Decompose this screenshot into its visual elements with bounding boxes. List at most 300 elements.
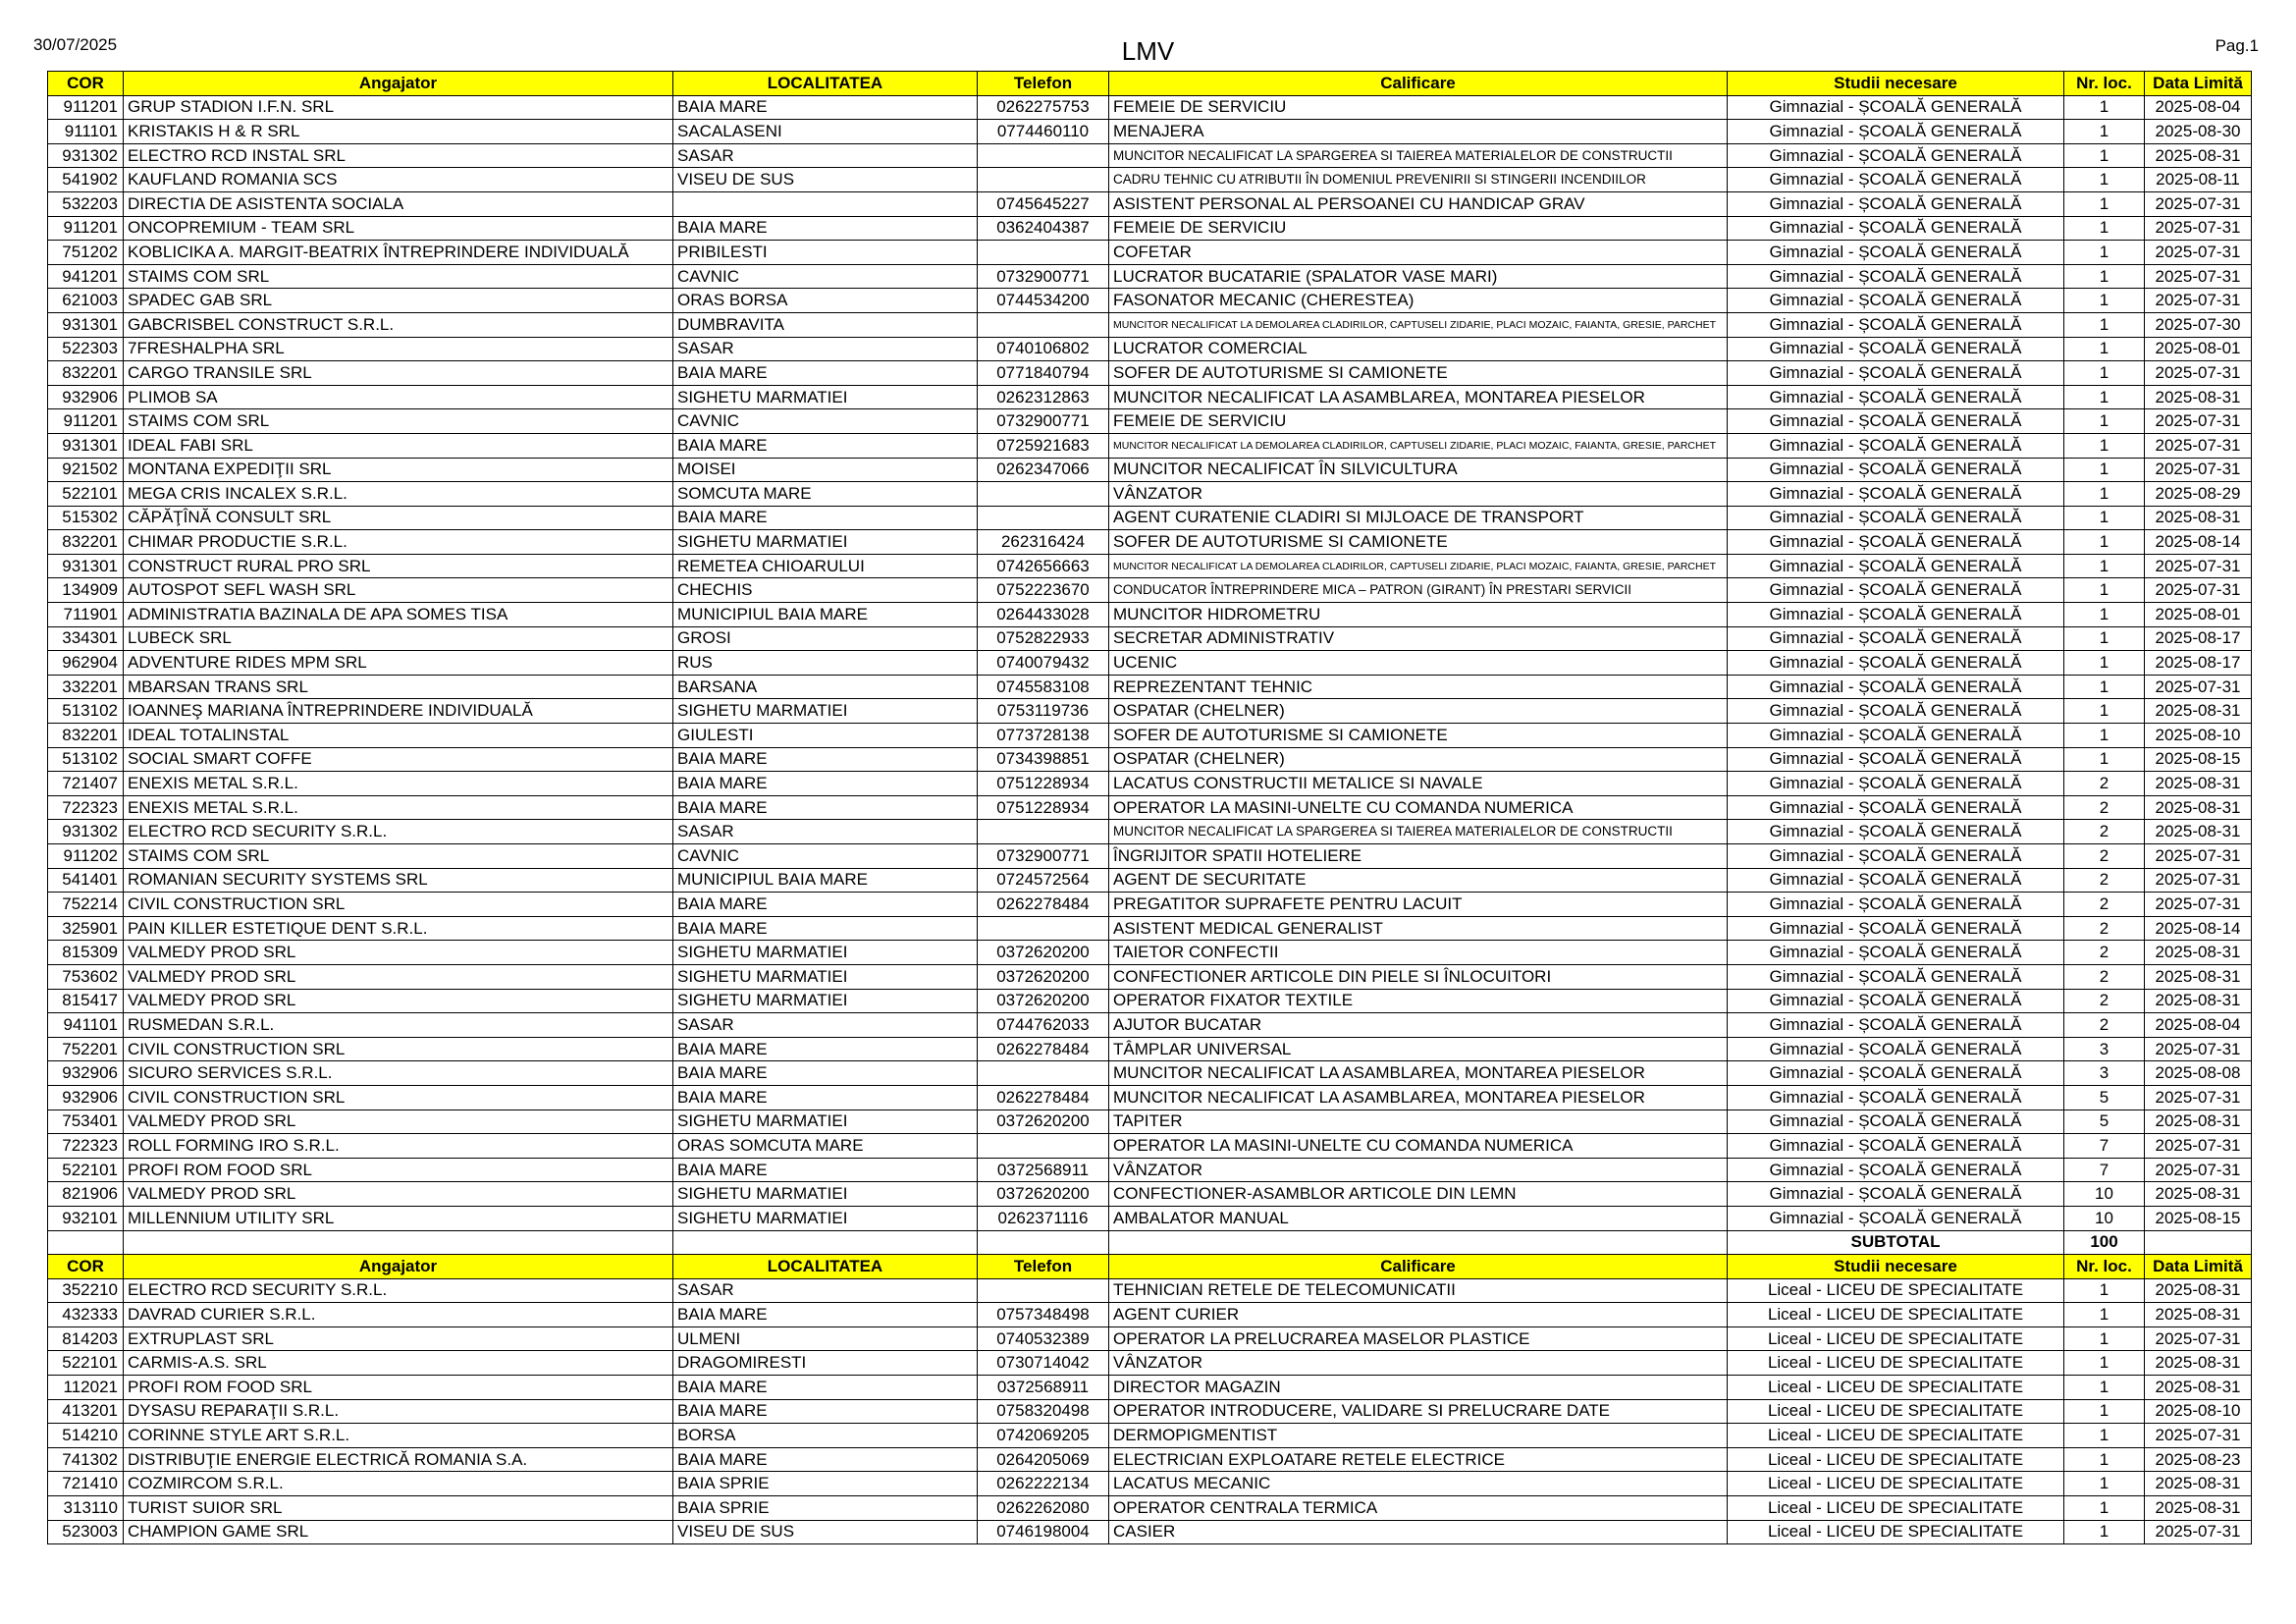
cell-qualification: MUNCITOR NECALIFICAT LA ASAMBLAREA, MONTAREA PIESELOR	[1109, 385, 1728, 409]
cell-deadline: 2025-08-31	[2145, 820, 2252, 844]
cell-locality: BAIA MARE	[673, 916, 978, 941]
cell-phone: 0758320498	[978, 1399, 1109, 1424]
cell-positions: 1	[2064, 506, 2145, 530]
cell-deadline: 2025-08-31	[2145, 772, 2252, 796]
cell-deadline: 2025-08-31	[2145, 506, 2252, 530]
cell-cor: 721410	[48, 1472, 124, 1496]
cell-studies: Liceal - LICEU DE SPECIALITATE	[1728, 1399, 2064, 1424]
table-header-row	[48, 72, 2252, 96]
cell-phone: 0742069205	[978, 1424, 1109, 1448]
cell-deadline: 2025-08-14	[2145, 916, 2252, 941]
cell-employer: CORINNE STYLE ART S.R.L.	[124, 1424, 673, 1448]
table-row	[48, 1496, 2252, 1521]
table-row	[48, 916, 2252, 941]
cell-locality: REMETEA CHIOARULUI	[673, 554, 978, 578]
report-title: LMV	[1121, 36, 1175, 66]
cell-positions: 1	[2064, 1472, 2145, 1496]
cell-deadline: 2025-08-29	[2145, 482, 2252, 507]
cell-positions: 1	[2064, 120, 2145, 144]
cell-studies: Gimnazial - ȘCOALĂ GENERALĂ	[1728, 795, 2064, 820]
table-row	[48, 893, 2252, 917]
cell-employer: SOCIAL SMART COFFE	[124, 747, 673, 772]
cell-phone: 0740532389	[978, 1326, 1109, 1351]
table-row	[48, 143, 2252, 168]
cell-cor: 515302	[48, 506, 124, 530]
cell-positions: 2	[2064, 868, 2145, 893]
cell-qualification: LUCRATOR BUCATARIE (SPALATOR VASE MARI)	[1109, 264, 1728, 289]
cell-positions: 1	[2064, 241, 2145, 265]
cell-deadline: 2025-08-31	[2145, 699, 2252, 724]
cell-positions: 1	[2064, 337, 2145, 361]
cell-positions: 1	[2064, 699, 2145, 724]
cell-studies: Gimnazial - ȘCOALĂ GENERALĂ	[1728, 1037, 2064, 1061]
cell-employer: IDEAL FABI SRL	[124, 433, 673, 458]
cell-studies: Liceal - LICEU DE SPECIALITATE	[1728, 1326, 2064, 1351]
subtotal-empty-cell	[1109, 1230, 1728, 1255]
cell-employer: KRISTAKIS H & R SRL	[124, 120, 673, 144]
cell-locality: BAIA MARE	[673, 1303, 978, 1327]
table-row	[48, 989, 2252, 1013]
cell-cor: 911201	[48, 409, 124, 434]
cell-employer: ADMINISTRATIA BAZINALA DE APA SOMES TISA	[124, 603, 673, 627]
cell-studies: Gimnazial - ȘCOALĂ GENERALĂ	[1728, 893, 2064, 917]
cell-deadline: 2025-08-31	[2145, 941, 2252, 965]
table-row	[48, 1520, 2252, 1544]
cell-studies: Gimnazial - ȘCOALĂ GENERALĂ	[1728, 675, 2064, 699]
cell-locality: ORAS BORSA	[673, 289, 978, 313]
cell-deadline: 2025-08-04	[2145, 1013, 2252, 1038]
cell-phone	[978, 241, 1109, 265]
cell-phone: 0372620200	[978, 941, 1109, 965]
column-header-studies: Studii necesare	[1728, 72, 2064, 96]
cell-cor: 621003	[48, 289, 124, 313]
cell-phone: 0774460110	[978, 120, 1109, 144]
cell-locality: ULMENI	[673, 1326, 978, 1351]
cell-locality: BAIA SPRIE	[673, 1496, 978, 1521]
cell-locality: ORAS SOMCUTA MARE	[673, 1134, 978, 1159]
table-row	[48, 1303, 2252, 1327]
table-row	[48, 603, 2252, 627]
cell-phone	[978, 1134, 1109, 1159]
cell-studies: Gimnazial - ȘCOALĂ GENERALĂ	[1728, 1134, 2064, 1159]
cell-employer: GABCRISBEL CONSTRUCT S.R.L.	[124, 312, 673, 337]
cell-locality: BAIA MARE	[673, 433, 978, 458]
cell-deadline: 2025-07-31	[2145, 458, 2252, 482]
cell-studies: Gimnazial - ȘCOALĂ GENERALĂ	[1728, 844, 2064, 869]
cell-studies: Gimnazial - ȘCOALĂ GENERALĂ	[1728, 264, 2064, 289]
column-header-positions: Nr. loc.	[2064, 1255, 2145, 1279]
cell-qualification: ÎNGRIJITOR SPATII HOTELIERE	[1109, 844, 1728, 869]
cell-studies: Gimnazial - ȘCOALĂ GENERALĂ	[1728, 458, 2064, 482]
cell-locality: CAVNIC	[673, 264, 978, 289]
cell-qualification: TAIETOR CONFECTII	[1109, 941, 1728, 965]
cell-locality: SIGHETU MARMATIEI	[673, 989, 978, 1013]
cell-qualification: OSPATAR (CHELNER)	[1109, 747, 1728, 772]
cell-deadline: 2025-07-31	[2145, 578, 2252, 603]
cell-positions: 1	[2064, 168, 2145, 192]
cell-locality: SASAR	[673, 820, 978, 844]
cell-employer: IOANNEŞ MARIANA ÎNTREPRINDERE INDIVIDUALĂ	[124, 699, 673, 724]
cell-cor: 832201	[48, 530, 124, 555]
cell-studies: Gimnazial - ȘCOALĂ GENERALĂ	[1728, 916, 2064, 941]
cell-phone: 0740079432	[978, 651, 1109, 676]
cell-locality: BAIA MARE	[673, 893, 978, 917]
cell-qualification: MUNCITOR NECALIFICAT LA SPARGEREA SI TAIEREA MATERIALELOR DE CONSTRUCTII	[1109, 820, 1728, 844]
cell-cor: 513102	[48, 747, 124, 772]
cell-studies: Gimnazial - ȘCOALĂ GENERALĂ	[1728, 651, 2064, 676]
cell-deadline: 2025-08-23	[2145, 1447, 2252, 1472]
cell-cor: 815417	[48, 989, 124, 1013]
cell-phone: 0732900771	[978, 844, 1109, 869]
cell-locality: SOMCUTA MARE	[673, 482, 978, 507]
cell-cor: 522101	[48, 1158, 124, 1182]
cell-cor: 332201	[48, 675, 124, 699]
cell-employer: TURIST SUIOR SRL	[124, 1496, 673, 1521]
table-row	[48, 1376, 2252, 1400]
cell-cor: 514210	[48, 1424, 124, 1448]
cell-positions: 1	[2064, 385, 2145, 409]
cell-studies: Gimnazial - ȘCOALĂ GENERALĂ	[1728, 820, 2064, 844]
cell-deadline: 2025-07-31	[2145, 1520, 2252, 1544]
cell-studies: Gimnazial - ȘCOALĂ GENERALĂ	[1728, 941, 2064, 965]
cell-qualification: ASISTENT PERSONAL AL PERSOANEI CU HANDICAP GRAV	[1109, 191, 1728, 216]
column-header-deadline: Data Limită	[2145, 1255, 2252, 1279]
cell-positions: 1	[2064, 216, 2145, 241]
cell-phone	[978, 312, 1109, 337]
cell-phone: 0752822933	[978, 626, 1109, 651]
cell-qualification: CASIER	[1109, 1520, 1728, 1544]
cell-positions: 1	[2064, 191, 2145, 216]
table-row	[48, 699, 2252, 724]
cell-positions: 1	[2064, 143, 2145, 168]
cell-locality	[673, 191, 978, 216]
cell-cor: 911101	[48, 120, 124, 144]
cell-locality: SASAR	[673, 143, 978, 168]
cell-employer: ELECTRO RCD SECURITY S.R.L.	[124, 820, 673, 844]
cell-cor: 931301	[48, 554, 124, 578]
cell-employer: ROMANIAN SECURITY SYSTEMS SRL	[124, 868, 673, 893]
cell-positions: 1	[2064, 1496, 2145, 1521]
cell-qualification: TEHNICIAN RETELE DE TELECOMUNICATII	[1109, 1278, 1728, 1303]
cell-positions: 1	[2064, 289, 2145, 313]
cell-positions: 2	[2064, 916, 2145, 941]
cell-phone: 0745645227	[978, 191, 1109, 216]
cell-employer: PROFI ROM FOOD SRL	[124, 1158, 673, 1182]
cell-cor: 932906	[48, 1061, 124, 1086]
cell-studies: Liceal - LICEU DE SPECIALITATE	[1728, 1447, 2064, 1472]
cell-employer: PAIN KILLER ESTETIQUE DENT S.R.L.	[124, 916, 673, 941]
cell-phone: 0372620200	[978, 1182, 1109, 1207]
cell-studies: Gimnazial - ȘCOALĂ GENERALĂ	[1728, 554, 2064, 578]
cell-employer: CIVIL CONSTRUCTION SRL	[124, 1085, 673, 1110]
cell-deadline: 2025-08-30	[2145, 120, 2252, 144]
cell-deadline: 2025-07-31	[2145, 1134, 2252, 1159]
cell-employer: IDEAL TOTALINSTAL	[124, 724, 673, 748]
table-row	[48, 1013, 2252, 1038]
cell-cor: 325901	[48, 916, 124, 941]
cell-locality: SIGHETU MARMATIEI	[673, 941, 978, 965]
cell-cor: 911202	[48, 844, 124, 869]
cell-employer: PLIMOB SA	[124, 385, 673, 409]
cell-qualification: SECRETAR ADMINISTRATIV	[1109, 626, 1728, 651]
cell-cor: 541902	[48, 168, 124, 192]
cell-positions: 1	[2064, 554, 2145, 578]
cell-locality: BAIA MARE	[673, 1399, 978, 1424]
cell-positions: 1	[2064, 1351, 2145, 1376]
cell-employer: MONTANA EXPEDIŢII SRL	[124, 458, 673, 482]
cell-qualification: LUCRATOR COMERCIAL	[1109, 337, 1728, 361]
cell-cor: 932101	[48, 1206, 124, 1230]
column-header-cor: COR	[48, 1255, 124, 1279]
cell-cor: 911201	[48, 216, 124, 241]
cell-qualification: AMBALATOR MANUAL	[1109, 1206, 1728, 1230]
cell-qualification: SOFER DE AUTOTURISME SI CAMIONETE	[1109, 361, 1728, 386]
cell-deadline: 2025-07-31	[2145, 1037, 2252, 1061]
table-row	[48, 264, 2252, 289]
cell-locality: MUNICIPIUL BAIA MARE	[673, 868, 978, 893]
report-date: 30/07/2025	[33, 35, 118, 54]
cell-positions: 1	[2064, 578, 2145, 603]
cell-locality: SIGHETU MARMATIEI	[673, 699, 978, 724]
table-row	[48, 844, 2252, 869]
cell-studies: Gimnazial - ȘCOALĂ GENERALĂ	[1728, 506, 2064, 530]
cell-locality: BAIA MARE	[673, 1376, 978, 1400]
column-header-qualification: Calificare	[1109, 72, 1728, 96]
cell-cor: 814203	[48, 1326, 124, 1351]
cell-positions: 2	[2064, 989, 2145, 1013]
cell-positions: 1	[2064, 95, 2145, 120]
cell-deadline: 2025-07-31	[2145, 675, 2252, 699]
cell-employer: VALMEDY PROD SRL	[124, 941, 673, 965]
page-number: Pag.1	[2215, 36, 2259, 55]
table-row	[48, 675, 2252, 699]
cell-locality: BAIA MARE	[673, 795, 978, 820]
cell-qualification: FEMEIE DE SERVICIU	[1109, 95, 1728, 120]
subtotal-empty-cell	[978, 1230, 1109, 1255]
cell-qualification: FASONATOR MECANIC (CHERESTEA)	[1109, 289, 1728, 313]
cell-studies: Liceal - LICEU DE SPECIALITATE	[1728, 1303, 2064, 1327]
table-row	[48, 772, 2252, 796]
cell-qualification: VÂNZATOR	[1109, 482, 1728, 507]
cell-phone: 0372620200	[978, 989, 1109, 1013]
cell-employer: CIVIL CONSTRUCTION SRL	[124, 893, 673, 917]
cell-studies: Gimnazial - ȘCOALĂ GENERALĂ	[1728, 1110, 2064, 1134]
cell-phone: 0751228934	[978, 772, 1109, 796]
cell-phone	[978, 820, 1109, 844]
cell-studies: Gimnazial - ȘCOALĂ GENERALĂ	[1728, 289, 2064, 313]
cell-phone: 0751228934	[978, 795, 1109, 820]
cell-phone: 0745583108	[978, 675, 1109, 699]
cell-phone: 0372620200	[978, 964, 1109, 989]
cell-studies: Gimnazial - ȘCOALĂ GENERALĂ	[1728, 724, 2064, 748]
cell-cor: 513102	[48, 699, 124, 724]
cell-cor: 931302	[48, 143, 124, 168]
cell-locality: SASAR	[673, 337, 978, 361]
cell-positions: 3	[2064, 1037, 2145, 1061]
cell-studies: Gimnazial - ȘCOALĂ GENERALĂ	[1728, 191, 2064, 216]
cell-deadline: 2025-08-31	[2145, 1110, 2252, 1134]
cell-phone: 0262371116	[978, 1206, 1109, 1230]
cell-qualification: OPERATOR INTRODUCERE, VALIDARE SI PRELUCRARE DATE	[1109, 1399, 1728, 1424]
cell-employer: DIRECTIA DE ASISTENTA SOCIALA	[124, 191, 673, 216]
cell-phone: 0744534200	[978, 289, 1109, 313]
cell-deadline: 2025-08-01	[2145, 603, 2252, 627]
table-row	[48, 964, 2252, 989]
cell-deadline: 2025-08-10	[2145, 724, 2252, 748]
cell-deadline: 2025-08-17	[2145, 626, 2252, 651]
cell-deadline: 2025-08-31	[2145, 795, 2252, 820]
cell-cor: 753602	[48, 964, 124, 989]
cell-studies: Liceal - LICEU DE SPECIALITATE	[1728, 1520, 2064, 1544]
cell-locality: CHECHIS	[673, 578, 978, 603]
cell-employer: VALMEDY PROD SRL	[124, 1110, 673, 1134]
cell-locality: DRAGOMIRESTI	[673, 1351, 978, 1376]
cell-deadline: 2025-07-31	[2145, 1326, 2252, 1351]
table-row	[48, 191, 2252, 216]
cell-positions: 1	[2064, 626, 2145, 651]
table-row	[48, 1110, 2252, 1134]
table-row	[48, 482, 2252, 507]
cell-phone: 0742656663	[978, 554, 1109, 578]
table-row	[48, 289, 2252, 313]
cell-studies: Gimnazial - ȘCOALĂ GENERALĂ	[1728, 964, 2064, 989]
cell-phone: 0724572564	[978, 868, 1109, 893]
cell-positions: 2	[2064, 844, 2145, 869]
cell-phone: 262316424	[978, 530, 1109, 555]
cell-positions: 1	[2064, 1376, 2145, 1400]
cell-deadline: 2025-08-01	[2145, 337, 2252, 361]
cell-deadline: 2025-07-31	[2145, 409, 2252, 434]
table-row	[48, 868, 2252, 893]
cell-studies: Liceal - LICEU DE SPECIALITATE	[1728, 1424, 2064, 1448]
cell-phone: 0725921683	[978, 433, 1109, 458]
cell-deadline: 2025-07-31	[2145, 1085, 2252, 1110]
cell-employer: VALMEDY PROD SRL	[124, 989, 673, 1013]
cell-phone: 0744762033	[978, 1013, 1109, 1038]
cell-qualification: OPERATOR LA PRELUCRAREA MASELOR PLASTICE	[1109, 1326, 1728, 1351]
cell-employer: DAVRAD CURIER S.R.L.	[124, 1303, 673, 1327]
cell-qualification: VÂNZATOR	[1109, 1158, 1728, 1182]
cell-qualification: UCENIC	[1109, 651, 1728, 676]
cell-cor: 541401	[48, 868, 124, 893]
cell-studies: Gimnazial - ȘCOALĂ GENERALĂ	[1728, 216, 2064, 241]
cell-locality: MUNICIPIUL BAIA MARE	[673, 603, 978, 627]
cell-cor: 134909	[48, 578, 124, 603]
cell-locality: SACALASENI	[673, 120, 978, 144]
cell-employer: VALMEDY PROD SRL	[124, 1182, 673, 1207]
cell-locality: BAIA MARE	[673, 772, 978, 796]
subtotal-label: SUBTOTAL	[1728, 1230, 2064, 1255]
cell-cor: 522303	[48, 337, 124, 361]
cell-deadline: 2025-08-31	[2145, 1496, 2252, 1521]
cell-studies: Gimnazial - ȘCOALĂ GENERALĂ	[1728, 989, 2064, 1013]
table-row	[48, 626, 2252, 651]
cell-deadline: 2025-07-31	[2145, 361, 2252, 386]
cell-cor: 962904	[48, 651, 124, 676]
column-header-employer: Angajator	[124, 1255, 673, 1279]
cell-cor: 821906	[48, 1182, 124, 1207]
table-row	[48, 361, 2252, 386]
cell-qualification: MUNCITOR NECALIFICAT ÎN SILVICULTURA	[1109, 458, 1728, 482]
cell-studies: Gimnazial - ȘCOALĂ GENERALĂ	[1728, 361, 2064, 386]
table-row	[48, 1351, 2252, 1376]
table-row	[48, 1182, 2252, 1207]
cell-phone: 0746198004	[978, 1520, 1109, 1544]
cell-studies: Liceal - LICEU DE SPECIALITATE	[1728, 1496, 2064, 1521]
table-row	[48, 651, 2252, 676]
cell-positions: 1	[2064, 1303, 2145, 1327]
cell-qualification: LACATUS MECANIC	[1109, 1472, 1728, 1496]
table-row	[48, 1447, 2252, 1472]
cell-cor: 932906	[48, 1085, 124, 1110]
cell-employer: SPADEC GAB SRL	[124, 289, 673, 313]
cell-deadline: 2025-08-31	[2145, 1351, 2252, 1376]
cell-employer: KAUFLAND ROMANIA SCS	[124, 168, 673, 192]
cell-qualification: OPERATOR FIXATOR TEXTILE	[1109, 989, 1728, 1013]
cell-positions: 5	[2064, 1085, 2145, 1110]
table-row	[48, 506, 2252, 530]
cell-positions: 2	[2064, 795, 2145, 820]
cell-studies: Gimnazial - ȘCOALĂ GENERALĂ	[1728, 1013, 2064, 1038]
cell-qualification: REPREZENTANT TEHNIC	[1109, 675, 1728, 699]
cell-studies: Gimnazial - ȘCOALĂ GENERALĂ	[1728, 337, 2064, 361]
cell-qualification: CONFECTIONER-ASAMBLOR ARTICOLE DIN LEMN	[1109, 1182, 1728, 1207]
cell-studies: Gimnazial - ȘCOALĂ GENERALĂ	[1728, 603, 2064, 627]
table-row	[48, 433, 2252, 458]
cell-locality: SIGHETU MARMATIEI	[673, 1110, 978, 1134]
cell-qualification: MUNCITOR HIDROMETRU	[1109, 603, 1728, 627]
cell-studies: Gimnazial - ȘCOALĂ GENERALĂ	[1728, 868, 2064, 893]
cell-employer: RUSMEDAN S.R.L.	[124, 1013, 673, 1038]
cell-employer: ONCOPREMIUM - TEAM SRL	[124, 216, 673, 241]
cell-employer: ENEXIS METAL S.R.L.	[124, 795, 673, 820]
cell-cor: 721407	[48, 772, 124, 796]
cell-cor: 334301	[48, 626, 124, 651]
cell-cor: 931301	[48, 312, 124, 337]
cell-studies: Gimnazial - ȘCOALĂ GENERALĂ	[1728, 1206, 2064, 1230]
cell-studies: Liceal - LICEU DE SPECIALITATE	[1728, 1278, 2064, 1303]
cell-phone	[978, 1278, 1109, 1303]
cell-deadline: 2025-08-17	[2145, 651, 2252, 676]
cell-positions: 3	[2064, 1061, 2145, 1086]
cell-employer: LUBECK SRL	[124, 626, 673, 651]
cell-employer: SICURO SERVICES S.R.L.	[124, 1061, 673, 1086]
cell-phone	[978, 506, 1109, 530]
table-row	[48, 1037, 2252, 1061]
cell-locality: SIGHETU MARMATIEI	[673, 964, 978, 989]
cell-studies: Gimnazial - ȘCOALĂ GENERALĂ	[1728, 95, 2064, 120]
cell-deadline: 2025-08-31	[2145, 964, 2252, 989]
cell-qualification: CONDUCATOR ÎNTREPRINDERE MICA – PATRON (GIRANT) ÎN PRESTARI SERVICII	[1109, 578, 1728, 603]
cell-cor: 523003	[48, 1520, 124, 1544]
cell-qualification: MUNCITOR NECALIFICAT LA ASAMBLAREA, MONTAREA PIESELOR	[1109, 1061, 1728, 1086]
table-row	[48, 95, 2252, 120]
cell-employer: EXTRUPLAST SRL	[124, 1326, 673, 1351]
cell-employer: STAIMS COM SRL	[124, 409, 673, 434]
table-row	[48, 1085, 2252, 1110]
column-header-deadline: Data Limită	[2145, 72, 2252, 96]
cell-cor: 931301	[48, 433, 124, 458]
cell-deadline: 2025-08-15	[2145, 747, 2252, 772]
cell-cor: 911201	[48, 95, 124, 120]
cell-deadline: 2025-07-31	[2145, 433, 2252, 458]
cell-cor: 753401	[48, 1110, 124, 1134]
table-row	[48, 312, 2252, 337]
cell-studies: Gimnazial - ȘCOALĂ GENERALĂ	[1728, 433, 2064, 458]
column-header-phone: Telefon	[978, 1255, 1109, 1279]
cell-locality: BAIA MARE	[673, 1158, 978, 1182]
cell-phone: 0262222134	[978, 1472, 1109, 1496]
